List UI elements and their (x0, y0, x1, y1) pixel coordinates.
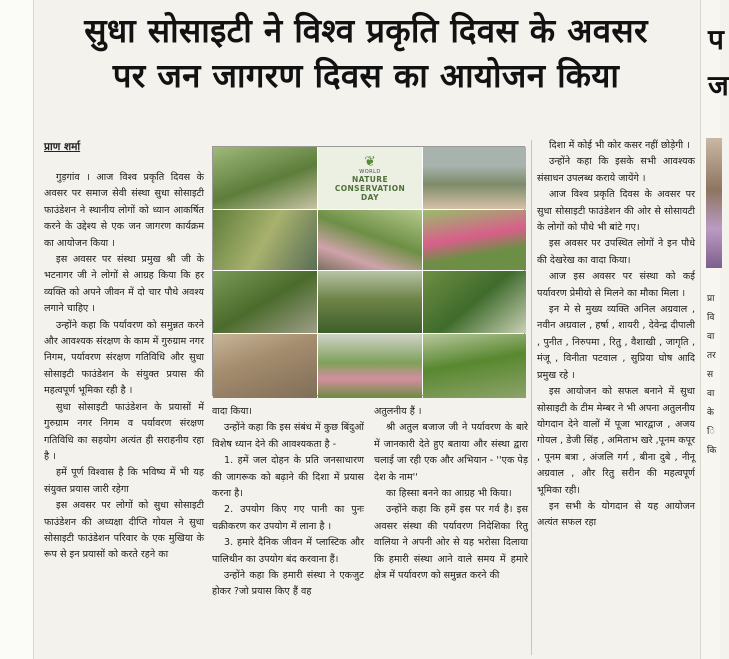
headline-line-2: पर जन जागरण दिवस का आयोजन किया (112, 56, 620, 95)
paragraph: आज विश्व प्रकृति दिवस के अवसर पर सुधा सोसाइटी फाउंडेशन की ओर से सोसायटी के लोगों को पौधे भी बांटे गए। (537, 189, 695, 234)
column-divider (531, 140, 532, 655)
article-column-4 (537, 138, 695, 654)
photo-woman-with-plant (423, 210, 526, 270)
paragraph: वादा किया। (212, 406, 252, 417)
badge-line-1: NATURE (351, 174, 388, 184)
adjacent-text-fragment: वि (707, 313, 715, 323)
adjacent-headline-fragment-2: ज (708, 69, 729, 102)
paragraph: उन्होंने कहा कि पर्यावरण को समुन्नत करने और आवश्यक संरक्षण के काम में गुरुग्राम नगर निगम, पर्यावरण संरक्षण गतिविधि और सुधा सोसाइटी फाउंडेशन के संयुक्त प्रयास की महत्वपूर्ण भूमिका रही है । (44, 319, 204, 397)
adjacent-text-fragment: प्रा (707, 294, 715, 304)
photo-group-with-plants (423, 147, 526, 209)
badge-line-3: DAY (361, 192, 379, 202)
adjacent-headline-fragment-1: प (708, 23, 724, 56)
article-column-1 (44, 170, 204, 652)
photo-participants-street (318, 210, 422, 270)
paragraph: इस अवसर पर उपस्थित लोगों ने इन पौधे की देखरेख का वादा किया। (537, 238, 695, 266)
paragraph: दिशा में कोई भी कोर कसर नहीं छोड़ेगी । (549, 140, 690, 151)
nature-conservation-day-badge (318, 147, 422, 209)
photo-garden-lawn (318, 271, 422, 333)
paragraph: इन सभी के योगदान से यह आयोजन अत्यंत सफल रहा (537, 500, 695, 529)
paragraph: गुड़गांव । आज विश्व प्रकृति दिवस के अवसर पर समाज सेवी संस्था सुधा सोसाइटी फाउंडेशन ने स्थानीय लोगों को ध्यान आकर्षित करने के उद्देश्य से एक जन जागरण कार्यक्रम का आयोजन किया । (44, 172, 204, 249)
photo-green-hedge (423, 334, 526, 398)
left-margin-strip (0, 0, 34, 659)
author-byline: प्राण शर्मा (44, 141, 81, 153)
paragraph: इन मे से मुख्य व्यक्ति अनिल अग्रवाल , नवीन अग्रवाल , हर्षा , शायरी , देवेन्द्र दीपाली , पुनीत , निरुपमा , रितु , वैशाखी , जागृति , मंजू , विनीता पटवाल , सुप्रिया घोष आदि प्रमुख रहे । (537, 304, 695, 381)
adjacent-text-fragment: वा (707, 332, 715, 342)
paragraph: 3. हमारे दैनिक जीवन में प्लास्टिक और पालिथीन का उपयोग बंद करवाना हैं। (212, 537, 364, 565)
adjacent-photo-fragment (706, 138, 722, 268)
badge-world-text: WORLD (359, 168, 381, 175)
photo-volunteer-watering (318, 334, 422, 398)
adjacent-text-fragments (707, 290, 716, 461)
article-column-3 (374, 404, 528, 654)
paragraph: इस अवसर पर संस्था प्रमुख श्री जी के भटनागर जी ने लोगों से आग्रह किया कि हर व्यक्ति को अपने जीवन में दो चार पौधे अवश्य लगाने चाहिए । (44, 254, 204, 315)
paragraph: 1. हमें जल दोहन के प्रति जनसाधारण की जागरूक को बढ़ाने की दिशा में प्रयास करना है। (212, 455, 364, 500)
paragraph: का हिस्सा बनने का आग्रह भी किया। (386, 488, 512, 500)
photo-soil-digging (213, 334, 317, 398)
paragraph: इस अवसर पर लोगों को सुधा सोसाइटी फाउंडेशन की अध्यक्षा दीप्ति गोयल ने सुधा सोसाइटी फाउंडेशन परिवार के एक मुखिया के रूप से इन प्रयासों को करते रहने का (44, 500, 204, 561)
adjacent-text-fragment: कि (707, 446, 717, 456)
photo-children-planting (213, 271, 317, 333)
article-headline (36, 8, 696, 98)
event-photo-collage (212, 146, 525, 396)
paragraph: उन्होंने कहा कि हमें इस पर गर्व है। इस अवसर संस्था की पर्यावरण निदेशिका रितु वालिया ने अपनी ओर से यह भरोसा दिलाया कि हमारी संस्था आने वाले समय में हमारे क्षेत्र में पर्यावरण को समुन्नत करने की (374, 504, 528, 582)
paragraph: सुधा सोसाइटी फाउंडेशन के प्रयासों में गुरुग्राम नगर निगम व पर्यावरण संरक्षण गतिविधि का सहयोग अत्यंत ही सराहनीय रहा है । (44, 401, 204, 462)
headline-line-1: सुधा सोसाइटी ने विश्व प्रकृति दिवस के अवसर (84, 11, 648, 50)
paragraph: हमें पूर्ण विश्वास है कि भविष्य में भी यह संयुक्त प्रयास जारी रहेगा (44, 467, 204, 495)
leaf-icon: ❦ (364, 153, 376, 170)
paragraph: इस आयोजन को सफल बनाने में सुधा सोसाइटी के टीम मेम्बर ने भी अपना अतुलनीय योगदान देने वालों में पूजा भारद्वाज , अजय गोयल , डेजी सिंह , अमिताभ खरे ,पूनम कपूर , पूनम बत्रा , अंजलि गर्ग , बीना दुबे , नीनू अग्रवाल , और रितु सरीन की महत्वपूर्ण भूमिका रही। (537, 386, 695, 496)
paragraph: उन्होंने कहा कि हमारी संस्था ने एकजुट होकर ?जो प्रयास किए हैं वह (212, 570, 364, 598)
paragraph: अतुलनीय हैं । (374, 406, 422, 417)
adjacent-article-strip (700, 0, 729, 659)
paragraph: आज इस अवसर पर संस्था को कई पर्यावरण प्रेमीयो से मिलने का मौका मिला । (537, 271, 695, 299)
adjacent-text-fragment: वा (707, 389, 715, 399)
photo-distributing-saplings (213, 210, 317, 270)
photo-plants-on-truck (423, 271, 526, 333)
badge-line-2: CONSERVATION (334, 183, 406, 193)
photo-planting-tree (213, 147, 317, 209)
adjacent-text-fragment: ि (707, 427, 715, 437)
paragraph: उन्होंने कहा कि इस संबंध में कुछ बिंदुओं विशेष ध्यान देने की आवश्यकता है - (212, 422, 364, 450)
paragraph: उन्होंने कहा कि इसके सभी आवश्यक संसाधन उपलब्ध कराये जायेंगे । (537, 156, 695, 184)
adjacent-text-fragment: स (707, 370, 714, 380)
adjacent-text-fragment: तर (707, 351, 716, 361)
adjacent-text-fragment: के (707, 408, 714, 418)
paragraph: 2. उपयोग किए गए पानी का पुनः चक्रीकरण कर उपयोग में लाना है । (212, 504, 364, 532)
paragraph: श्री अतुल बजाज जी ने पर्यावरण के बारे में जानकारी देते हुए बताया और संस्था द्वारा चलाई जा रही एक और अभियान - ''एक पेड़ देश के नाम'' (374, 422, 528, 483)
article-column-2 (212, 404, 364, 654)
